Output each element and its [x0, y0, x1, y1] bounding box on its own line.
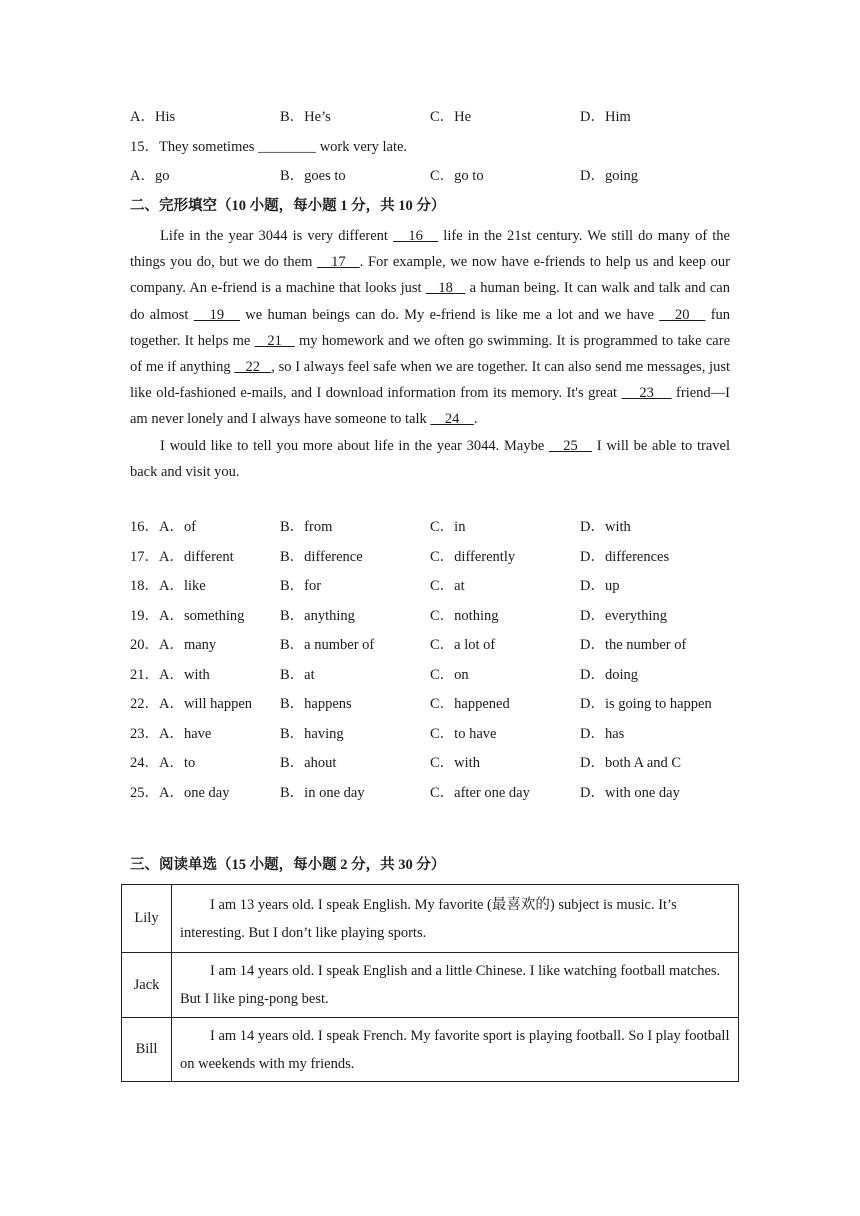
q14-options [130, 105, 750, 125]
blank-20[interactable]: 20 [659, 306, 706, 323]
choice-16-c[interactable]: C．in [430, 519, 466, 535]
choice-18-c[interactable]: C．at [430, 578, 465, 594]
choice-19-a[interactable]: 19．A．something [130, 608, 245, 624]
choice-row-24 [130, 751, 750, 771]
passage-text: Life in the year 3044 is very different [160, 228, 394, 244]
choice-19-c[interactable]: C．nothing [430, 608, 499, 624]
passage-text: I would like to tell you more about life in the year 3044. Maybe [160, 437, 549, 454]
blank-17[interactable]: 17 [317, 254, 360, 271]
reading-table [121, 884, 739, 1082]
choice-16-a[interactable]: 16．A．of [130, 519, 197, 535]
choice-22-d[interactable]: D．is going to happen [580, 696, 712, 712]
person-description-text: I am 14 years old. I speak English and a little Chinese. I like watching football matches. But I like ping-pong best. [180, 963, 721, 1007]
choice-25-c[interactable]: C．after one day [430, 785, 530, 801]
person-name: Jack [122, 953, 172, 1018]
section-2-title [130, 194, 445, 215]
section-3-title-detail: 15 小题，每小题 2 分，共 30 分） [231, 857, 446, 873]
choice-20-a[interactable]: 20．A．many [130, 637, 217, 653]
section-3-title [130, 853, 445, 874]
passage-text: friend—I am never lonely and I always have someone to talk [130, 385, 731, 428]
passage-text: , so I always feel safe when we are together. It can also send me messages, just like old-fashioned e-mails, and I download information from its memory. It's great [130, 359, 730, 402]
choice-24-d[interactable]: D．both A and C [580, 755, 682, 771]
choice-17-b[interactable]: B．difference [280, 549, 363, 565]
q15-option-d[interactable]: D．going [580, 168, 638, 184]
q15-stem: 15．They sometimes ________ work very late. [130, 139, 408, 155]
passage-text: a human being. It can walk and talk and can do almost [130, 280, 730, 323]
passage-text: life in the 21st century. We still do many of the things you do, but we do them [130, 228, 730, 271]
choice-21-c[interactable]: C．on [430, 667, 469, 683]
choice-23-c[interactable]: C．to have [430, 726, 497, 742]
passage-text: we human beings can do. My e-friend is like me a lot and we have [239, 306, 660, 323]
choice-20-d[interactable]: D．the number of [580, 637, 687, 653]
choice-row-16 [130, 515, 750, 535]
choice-row-19 [130, 604, 750, 624]
q14-option-d[interactable]: D．Him [580, 109, 631, 125]
choice-25-b[interactable]: B．in one day [280, 785, 365, 801]
choice-22-b[interactable]: B．happens [280, 696, 352, 712]
choice-23-a[interactable]: 23．A．have [130, 726, 212, 742]
passage-text: . For example, we now have e-friends to help us and keep our company. An e-friend is a machine that looks just [130, 254, 730, 297]
choice-row-21 [130, 663, 750, 683]
choice-18-a[interactable]: 18．A．like [130, 578, 206, 594]
section-3-title-cn: 三、阅读单选（ [130, 857, 232, 873]
blank-25[interactable]: 25 [549, 437, 592, 454]
passage-paragraph-1 [130, 223, 730, 433]
choice-row-17 [130, 545, 750, 565]
person-description [172, 953, 739, 1018]
choice-23-b[interactable]: B．having [280, 726, 344, 742]
passage-text: my homework and we often go swimming. It is programmed to take care of me if anything [130, 332, 731, 376]
choice-row-18 [130, 574, 750, 594]
choice-21-d[interactable]: D．doing [580, 667, 638, 683]
passage-paragraph-2 [130, 433, 730, 485]
choice-21-a[interactable]: 21．A．with [130, 667, 210, 683]
table-row [122, 1018, 739, 1082]
blank-16[interactable]: 16 [393, 228, 439, 244]
choice-row-23 [130, 722, 750, 742]
blank-18[interactable]: 18 [425, 280, 466, 297]
person-name: Lily [122, 885, 172, 953]
choice-24-a[interactable]: 24．A．to [130, 755, 196, 771]
choice-18-d[interactable]: D．up [580, 578, 620, 594]
blank-19[interactable]: 19 [193, 306, 240, 323]
passage-text: fun together. It helps me [130, 306, 731, 349]
choice-24-c[interactable]: C．with [430, 755, 480, 771]
choice-17-d[interactable]: D．differences [580, 549, 670, 565]
person-description-text: I am 14 years old. I speak French. My favorite sport is playing football. So I play football on weekends with my friends. [180, 1027, 730, 1072]
choice-18-b[interactable]: B．for [280, 578, 322, 594]
choice-row-20 [130, 633, 750, 653]
person-description-text: I am 13 years old. I speak English. My favorite (最喜欢的) subject is music. It’s interesting. But I don’t like playing sports. [180, 896, 677, 941]
choice-21-b[interactable]: B．at [280, 667, 315, 683]
choice-23-d[interactable]: D．has [580, 726, 625, 742]
passage-text: . [473, 411, 478, 428]
person-name: Bill [122, 1018, 172, 1082]
choice-19-d[interactable]: D．everything [580, 608, 667, 624]
choice-20-c[interactable]: C．a lot of [430, 637, 496, 653]
table-row [122, 953, 739, 1018]
choice-22-a[interactable]: 22．A．will happen [130, 696, 253, 712]
passage-text: I will be able to travel back and visit you. [130, 437, 730, 480]
blank-24[interactable]: 24 [430, 411, 474, 428]
q15-option-c[interactable]: C．go to [430, 168, 484, 184]
table-row [122, 885, 739, 953]
q15-options [130, 164, 750, 184]
choice-25-d[interactable]: D．with one day [580, 785, 680, 801]
choice-19-b[interactable]: B．anything [280, 608, 355, 624]
choice-17-a[interactable]: 17．A．different [130, 549, 234, 565]
cloze-passage [130, 223, 730, 485]
choice-17-c[interactable]: C．differently [430, 549, 516, 565]
section-2-title-cn: 二、完形填空（ [130, 198, 232, 214]
choice-22-c[interactable]: C．happened [430, 696, 510, 712]
choice-24-b[interactable]: B．ahout [280, 755, 337, 771]
q14-option-a[interactable]: A．His [130, 109, 176, 125]
q15-option-b[interactable]: B．goes to [280, 168, 346, 184]
section-2-title-detail: 10 小题，每小题 1 分，共 10 分） [231, 198, 446, 214]
person-description [172, 885, 739, 953]
choice-16-b[interactable]: B．from [280, 519, 333, 535]
blank-23[interactable]: 23 [621, 385, 672, 402]
choice-row-25 [130, 781, 750, 801]
person-description [172, 1018, 739, 1082]
q14-option-b[interactable]: B．He’s [280, 109, 331, 125]
q14-option-c[interactable]: C．He [430, 109, 472, 125]
blank-22[interactable]: 22 [234, 359, 272, 376]
choice-row-22 [130, 692, 750, 712]
choice-20-b[interactable]: B．a number of [280, 637, 375, 653]
q15-option-a[interactable]: A．go [130, 168, 170, 184]
blank-21[interactable]: 21 [254, 332, 295, 349]
choice-25-a[interactable]: 25．A．one day [130, 785, 230, 801]
choice-16-d[interactable]: D．with [580, 519, 631, 535]
